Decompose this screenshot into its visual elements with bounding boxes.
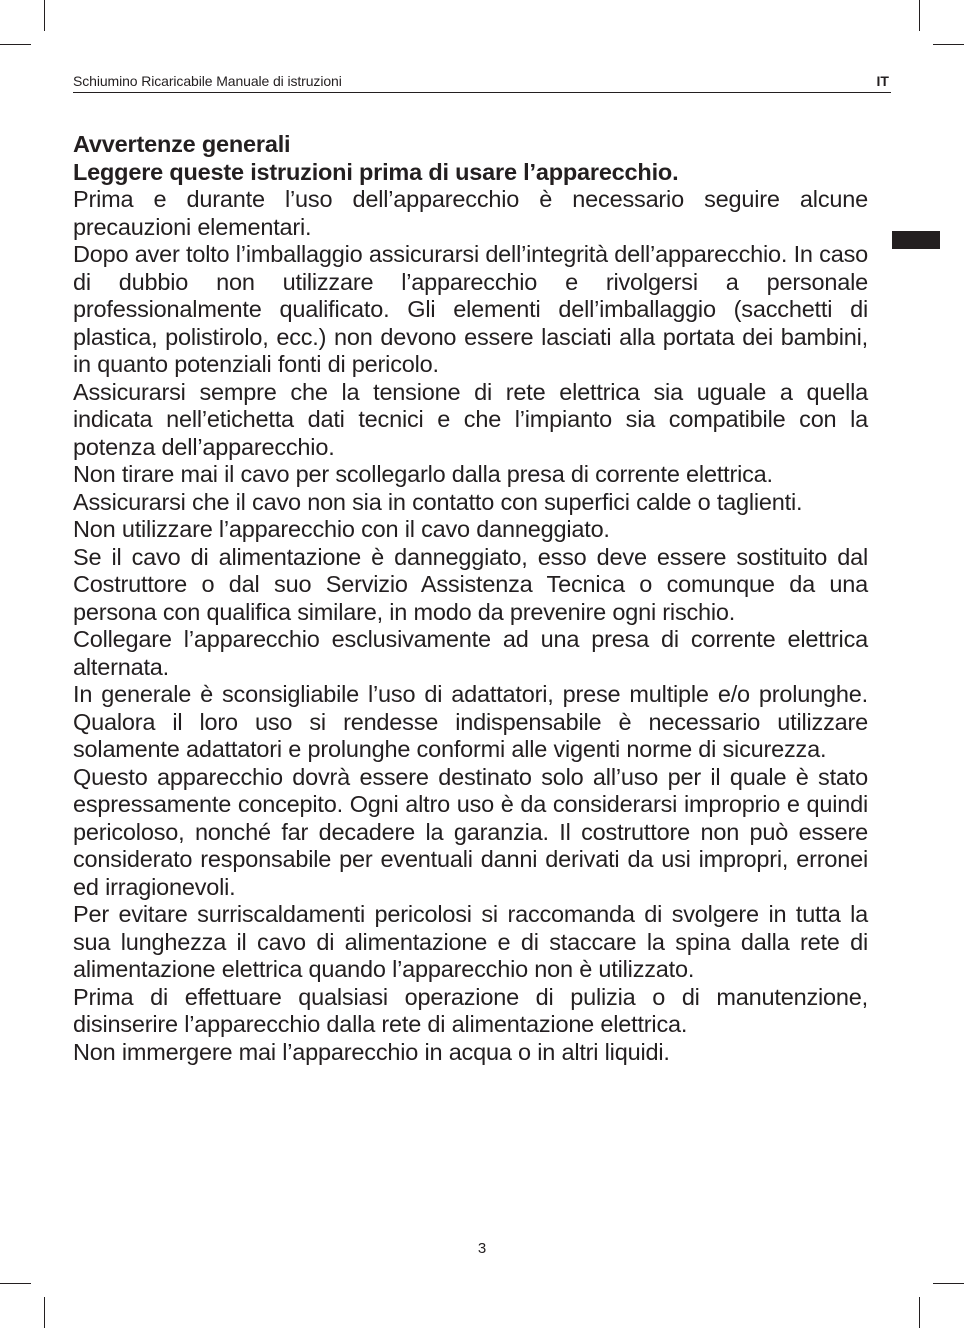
paragraph: Questo apparecchio dovrà essere destinato solo all’uso per il quale è stato espressamente concepito. Ogni altro uso è da considerarsi improprio e quindi pericoloso, nonché far decadere la garanzia. Il costruttore non può essere considerato responsabile per eventuali danni derivati da usi impropri, erronei ed irragionevoli.	[73, 763, 868, 900]
page-header	[73, 70, 891, 93]
crop-mark-top-right-horizontal	[933, 44, 964, 45]
paragraph: Prima e durante l’uso dell’apparecchio è necessario seguire alcune precauzioni elementari.	[73, 186, 868, 240]
paragraph: Per evitare surriscaldamenti pericolosi si raccomanda di svolgere in tutta la sua lunghezza il cavo di alimentazione e di staccare la spina dalla rete di alimentazione elettrica quando l’apparecchio non è utilizzato.	[73, 901, 868, 982]
language-code: IT	[876, 73, 889, 89]
paragraph: Se il cavo di alimentazione è danneggiato, esso deve essere sostituito dal Costruttore o dal suo Servizio Assistenza Tecnica o comunque da una persona con qualifica similare, in modo da prevenire ogni rischio.	[73, 543, 868, 625]
warnings-section	[73, 131, 868, 1066]
paragraph: Dopo aver tolto l’imballaggio assicurarsi dell’integrità dell’apparecchio. In caso di dubbio non utilizzare l’apparecchio e rivolgersi a personale professionalmente qualificato. Gli elementi dell’imballaggio (sacchetti di plastica, polistirolo, ecc.) non devono essere lasciati alla portata dei bambini, in quanto potenziali fonti di pericolo.	[73, 241, 868, 377]
crop-mark-top-left-horizontal	[0, 44, 31, 45]
crop-mark-top-right-vertical	[919, 0, 920, 31]
crop-mark-bottom-left-horizontal	[0, 1283, 31, 1284]
paragraph: Collegare l’apparecchio esclusivamente ad una presa di corrente elettrica alternata.	[73, 626, 868, 680]
crop-mark-bottom-right-horizontal	[933, 1283, 964, 1284]
paragraph: Prima di effettuare qualsiasi operazione di pulizia o di manutenzione, disinserire l’apparecchio dalla rete di alimentazione elettrica.	[73, 983, 868, 1037]
page-number: 3	[477, 1240, 487, 1257]
crop-mark-bottom-left-vertical	[44, 1297, 45, 1328]
paragraph: In generale è sconsigliabile l’uso di adattatori, prese multiple e/o prolunghe. Qualora il loro uso si rendesse indispensabile è necessario utilizzare solamente adattatori e prolunghe conformi alle vigenti norme di sicurezza.	[73, 681, 868, 762]
section-subheading: Leggere queste istruzioni prima di usare l’apparecchio.	[73, 158, 679, 185]
manual-title: Schiumino Ricaricabile Manuale di istruzioni	[73, 73, 342, 89]
language-tab-marker	[892, 231, 940, 249]
crop-mark-bottom-right-vertical	[919, 1297, 920, 1328]
paragraph: Assicurarsi che il cavo non sia in contatto con superfici calde o taglienti.	[73, 488, 803, 515]
paragraph: Non utilizzare l’apparecchio con il cavo danneggiato.	[73, 516, 610, 542]
paragraph: Non tirare mai il cavo per scollegarlo dalla presa di corrente elettrica.	[73, 461, 773, 487]
section-heading: Avvertenze generali	[73, 131, 291, 157]
paragraph: Assicurarsi sempre che la tensione di rete elettrica sia uguale a quella indicata nell’etichetta dati tecnici e che l’impianto sia compatibile con la potenza dell’apparecchio.	[73, 378, 868, 460]
paragraph: Non immergere mai l’apparecchio in acqua o in altri liquidi.	[73, 1038, 670, 1065]
crop-mark-top-left-vertical	[44, 0, 45, 31]
